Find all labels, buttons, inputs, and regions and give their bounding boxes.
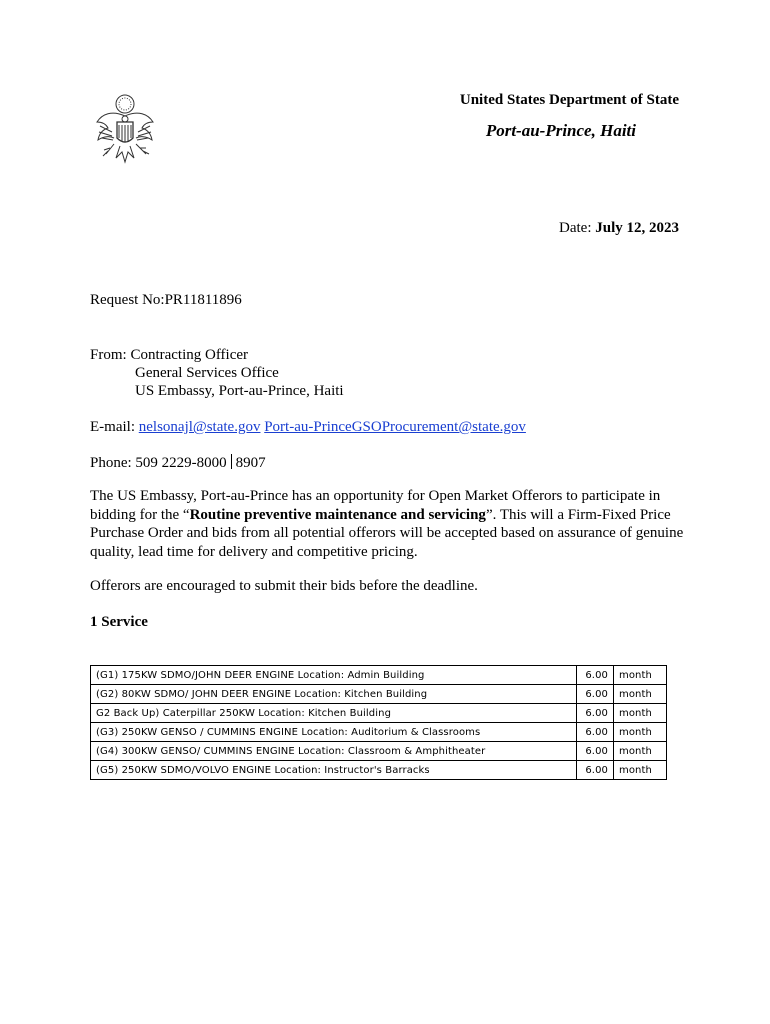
service-unit: month — [614, 666, 667, 685]
request-label: Request No: — [90, 292, 165, 308]
date-line — [420, 220, 679, 237]
table-row — [91, 742, 667, 761]
request-number: PR11811896 — [164, 292, 242, 308]
table-row — [91, 723, 667, 742]
service-qty: 6.00 — [577, 761, 614, 780]
service-qty: 6.00 — [577, 666, 614, 685]
table-row — [91, 761, 667, 780]
department-title: United States Department of State — [459, 92, 679, 108]
service-qty: 6.00 — [577, 742, 614, 761]
date-value: July 12, 2023 — [595, 220, 679, 236]
service-qty: 6.00 — [577, 704, 614, 723]
great-seal-icon — [92, 92, 158, 166]
date-label: Date: — [559, 220, 592, 236]
table-row — [91, 685, 667, 704]
from-line1: Contracting Officer — [130, 347, 249, 363]
location-subtitle: Port-au-Prince, Haiti — [485, 121, 636, 140]
request-line — [90, 291, 242, 309]
section-title: 1 Service — [90, 614, 148, 630]
phone-line — [90, 454, 266, 472]
intro-text-1: The US Embassy, Port-au-Prince has an opportunity for Open Market Offerors to participate in bidding for the “ — [90, 488, 661, 523]
table-row — [91, 666, 667, 685]
phone-label: Phone: — [90, 455, 132, 471]
from-block — [90, 346, 344, 400]
service-unit: month — [614, 742, 667, 761]
email-line — [90, 418, 526, 436]
service-qty: 6.00 — [577, 685, 614, 704]
email-label: E-mail: — [90, 419, 135, 435]
service-description: (G1) 175KW SDMO/JOHN DEER ENGINE Location: Admin Building — [91, 666, 577, 685]
phone-separator — [231, 454, 232, 469]
encourage-paragraph: Offerors are encouraged to submit their bids before the deadline. — [90, 578, 478, 594]
service-description: (G5) 250KW SDMO/VOLVO ENGINE Location: Instructor's Barracks — [91, 761, 577, 780]
phone-number: 509 2229-8000 — [135, 455, 227, 471]
service-description: G2 Back Up) Caterpillar 250KW Location: Kitchen Building — [91, 704, 577, 723]
phone-extension: 8907 — [235, 455, 266, 471]
table-row — [91, 704, 667, 723]
service-description: (G2) 80KW SDMO/ JOHN DEER ENGINE Location: Kitchen Building — [91, 685, 577, 704]
email-link-1[interactable]: nelsonajl@state.gov — [138, 419, 261, 435]
from-label: From: — [90, 347, 127, 363]
intro-paragraph — [90, 487, 690, 561]
services-table — [90, 665, 667, 780]
service-description: (G3) 250KW GENSO / CUMMINS ENGINE Location: Auditorium & Classrooms — [91, 723, 577, 742]
intro-text-2: ”. This will a Firm-Fixed Price Purchase Order and bids from all potential offerors will be accepted based on assurance of genuine quality, lead time for delivery and competitive pricing. — [90, 506, 684, 560]
service-unit: month — [614, 723, 667, 742]
service-description: (G4) 300KW GENSO/ CUMMINS ENGINE Location: Classroom & Amphitheater — [91, 742, 577, 761]
service-unit: month — [614, 761, 667, 780]
service-qty: 6.00 — [577, 723, 614, 742]
intro-bold-title: Routine preventive maintenance and servicing — [189, 506, 486, 523]
from-line3: US Embassy, Port-au-Prince, Haiti — [135, 383, 344, 399]
service-unit: month — [614, 685, 667, 704]
service-unit: month — [614, 704, 667, 723]
from-line2: General Services Office — [135, 365, 279, 381]
email-link-2[interactable]: Port-au-PrinceGSOProcurement@state.gov — [264, 419, 526, 435]
